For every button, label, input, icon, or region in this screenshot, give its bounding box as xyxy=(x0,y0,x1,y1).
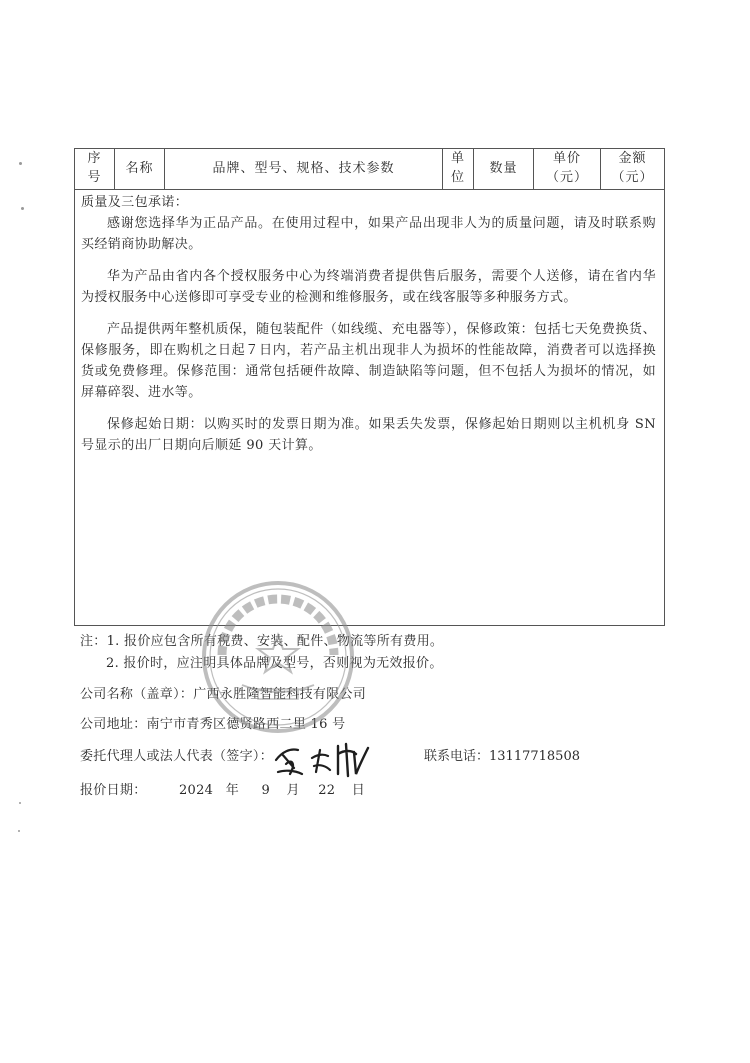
header-amount: 金额 （元） xyxy=(601,149,665,190)
warranty-paragraph: 感谢您选择华为正品产品。在使用过程中，如果产品出现非人为的质量问题，请及时联系购买经销商协助解决。 xyxy=(81,216,656,252)
note-2: 2. 报价时，应注明具体品牌及型号，否则视为无效报价。 xyxy=(106,656,443,671)
header-serial: 序 号 xyxy=(75,149,115,190)
warranty-cell xyxy=(75,190,665,626)
warranty-paragraph: 保修起始日期：以购买时的发票日期为准。如果丢失发票，保修起始日期则以主机机身 SN 号显示的出厂日期向后顺延 90 天计算。 xyxy=(81,417,656,453)
agent-label: 委托代理人或法人代表（签字）： xyxy=(80,749,274,764)
date-day: 22 xyxy=(318,783,336,798)
warranty-title: 质量及三包承诺： xyxy=(81,195,189,210)
date-month-unit: 月 xyxy=(286,783,300,798)
company-address: 南宁市青秀区德贤路西二里 16 号 xyxy=(146,717,346,732)
header-quantity: 数量 xyxy=(474,149,534,190)
header-unit: 单 位 xyxy=(443,149,474,190)
agent-signature-line xyxy=(80,745,273,764)
date-year-unit: 年 xyxy=(225,783,239,798)
company-name: 广西永胜隆智能科技有限公司 xyxy=(193,687,367,702)
scan-speck xyxy=(19,162,22,165)
note-1: 注：1. 报价应包含所有税费、安装、配件、物流等所有费用。 xyxy=(80,634,444,649)
scan-speck xyxy=(21,207,24,210)
company-address-label: 公司地址： xyxy=(80,717,147,732)
scan-speck xyxy=(19,802,21,804)
date-month: 9 xyxy=(261,783,271,798)
table-header-row xyxy=(75,149,665,190)
warranty-paragraph: 产品提供两年整机质保，随包装配件（如线缆、充电器等），保修政策：包括七天免费换货、保修服务，即在购机之日起７日内，若产品主机出现非人为损坏的性能故障，消费者可以选择换货或免费修理。保修范围：通常包括硬件故障、制造缺陷等问题，但不包括人为损坏的情况，如屏幕碎裂、进水等。 xyxy=(81,322,656,400)
handwritten-signature xyxy=(268,734,378,780)
header-unit-price: 单价 （元） xyxy=(534,149,601,190)
company-seal-stamp xyxy=(198,577,358,737)
date-year: 2024 xyxy=(178,783,214,798)
header-specs: 品牌、型号、规格、技术参数 xyxy=(165,149,443,190)
date-day-unit: 日 xyxy=(351,783,366,798)
scan-speck xyxy=(18,830,20,832)
warranty-row xyxy=(75,190,665,626)
header-name: 名称 xyxy=(115,149,165,190)
phone-number: 13117718508 xyxy=(489,749,580,764)
company-name-label: 公司名称（盖章）： xyxy=(80,687,194,702)
warranty-paragraph: 华为产品由省内各个授权服务中心为终端消费者提供售后服务，需要个人送修，请在省内华为授权服务中心送修即可享受专业的检测和维修服务，或在线客服等多种服务方式。 xyxy=(81,269,656,305)
quotation-table xyxy=(74,148,665,626)
date-label: 报价日期： xyxy=(80,783,147,798)
phone-label: 联系电话： xyxy=(424,749,490,764)
contact-phone-line xyxy=(424,745,580,764)
quote-date-line xyxy=(80,779,365,798)
